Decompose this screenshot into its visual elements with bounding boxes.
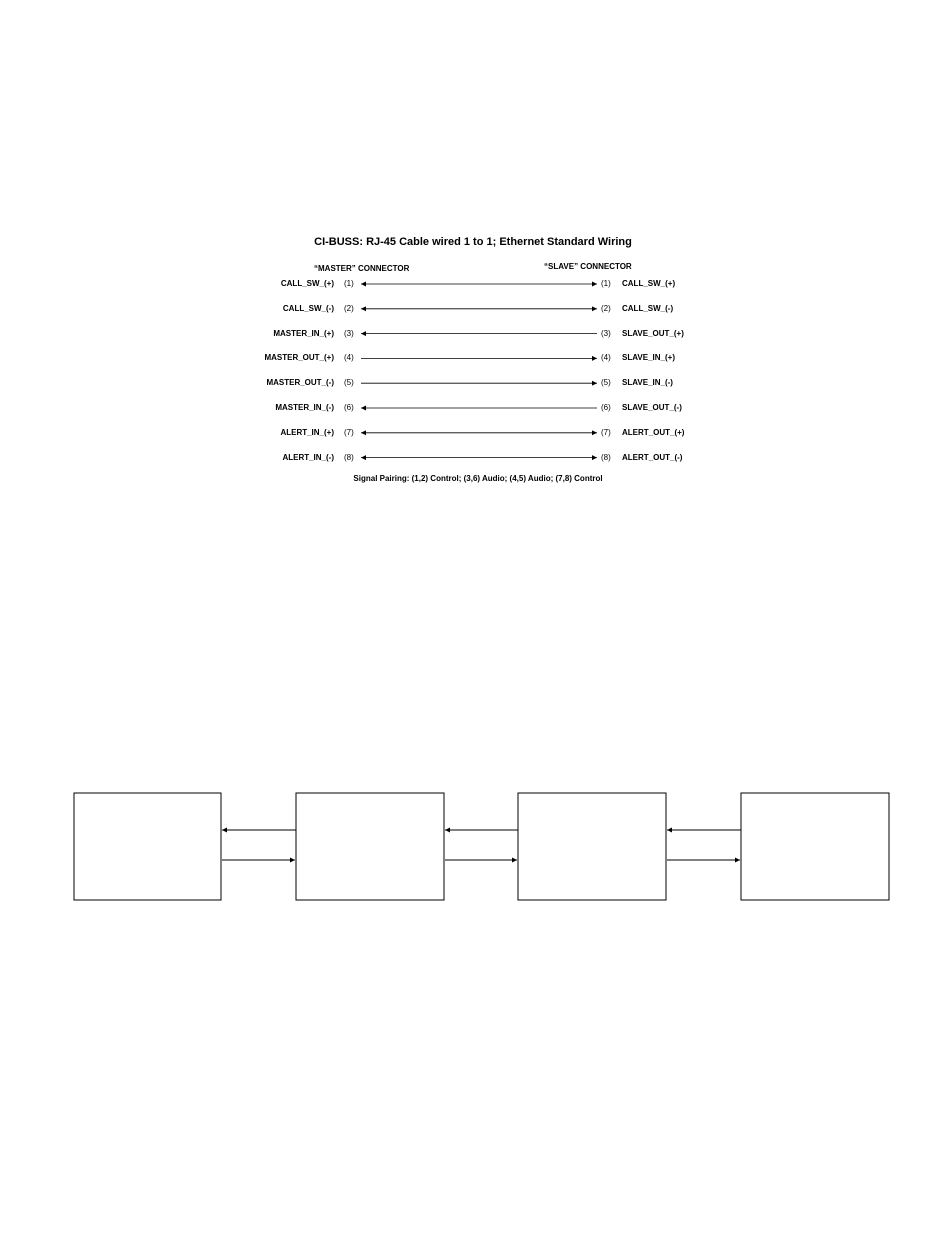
slave-pin-number-8: (8)	[601, 452, 611, 462]
slave-pin-label-1: CALL_SW_(+)	[622, 279, 676, 288]
master-pin-number-1: (1)	[344, 279, 354, 288]
master-connector-header: “MASTER” CONNECTOR	[314, 264, 410, 273]
chain-box-1	[74, 793, 221, 900]
master-pin-label-4: MASTER_OUT_(+)	[264, 353, 334, 363]
master-pin-number-3: (3)	[344, 328, 354, 338]
master-pin-label-6: MASTER_IN_(-)	[275, 403, 334, 412]
slave-pin-number-6: (6)	[601, 403, 611, 412]
slave-pin-label-3: SLAVE_OUT_(+)	[622, 328, 684, 338]
slave-pin-number-2: (2)	[601, 303, 611, 313]
slave-pin-number-7: (7)	[601, 427, 611, 437]
master-pin-label-5: MASTER_OUT_(-)	[266, 378, 334, 388]
chain-diagram	[74, 793, 889, 900]
chain-box-4	[741, 793, 889, 900]
master-pin-number-2: (2)	[344, 303, 354, 313]
master-pin-number-6: (6)	[344, 403, 354, 412]
slave-pin-number-4: (4)	[601, 353, 611, 363]
master-pin-number-4: (4)	[344, 353, 354, 363]
master-pin-number-5: (5)	[344, 378, 354, 388]
master-pin-number-8: (8)	[344, 452, 354, 462]
signal-pairing-note: Signal Pairing: (1,2) Control; (3,6) Audio; (4,5) Audio; (7,8) Control	[353, 474, 603, 483]
master-pin-label-8: ALERT_IN_(-)	[282, 452, 334, 462]
slave-connector-header: “SLAVE” CONNECTOR	[544, 262, 632, 271]
chain-box-3	[518, 793, 666, 900]
master-pin-label-7: ALERT_IN_(+)	[280, 427, 334, 437]
slave-pin-number-3: (3)	[601, 328, 611, 338]
slave-pin-label-7: ALERT_OUT_(+)	[622, 427, 685, 437]
master-pin-label-3: MASTER_IN_(+)	[273, 328, 334, 338]
slave-pin-label-4: SLAVE_IN_(+)	[622, 353, 675, 363]
slave-pin-label-6: SLAVE_OUT_(-)	[622, 403, 682, 412]
master-pin-label-2: CALL_SW_(-)	[282, 303, 334, 313]
diagram-title: CI-BUSS: RJ-45 Cable wired 1 to 1; Ethernet Standard Wiring	[314, 236, 632, 248]
slave-pin-label-5: SLAVE_IN_(-)	[622, 378, 673, 388]
master-pin-label-1: CALL_SW_(+)	[280, 279, 334, 288]
slave-pin-label-2: CALL_SW_(-)	[622, 303, 674, 313]
slave-pin-number-5: (5)	[601, 378, 611, 388]
slave-pin-label-8: ALERT_OUT_(-)	[622, 452, 683, 462]
chain-box-2	[296, 793, 444, 900]
slave-pin-number-1: (1)	[601, 279, 611, 288]
master-pin-number-7: (7)	[344, 427, 354, 437]
